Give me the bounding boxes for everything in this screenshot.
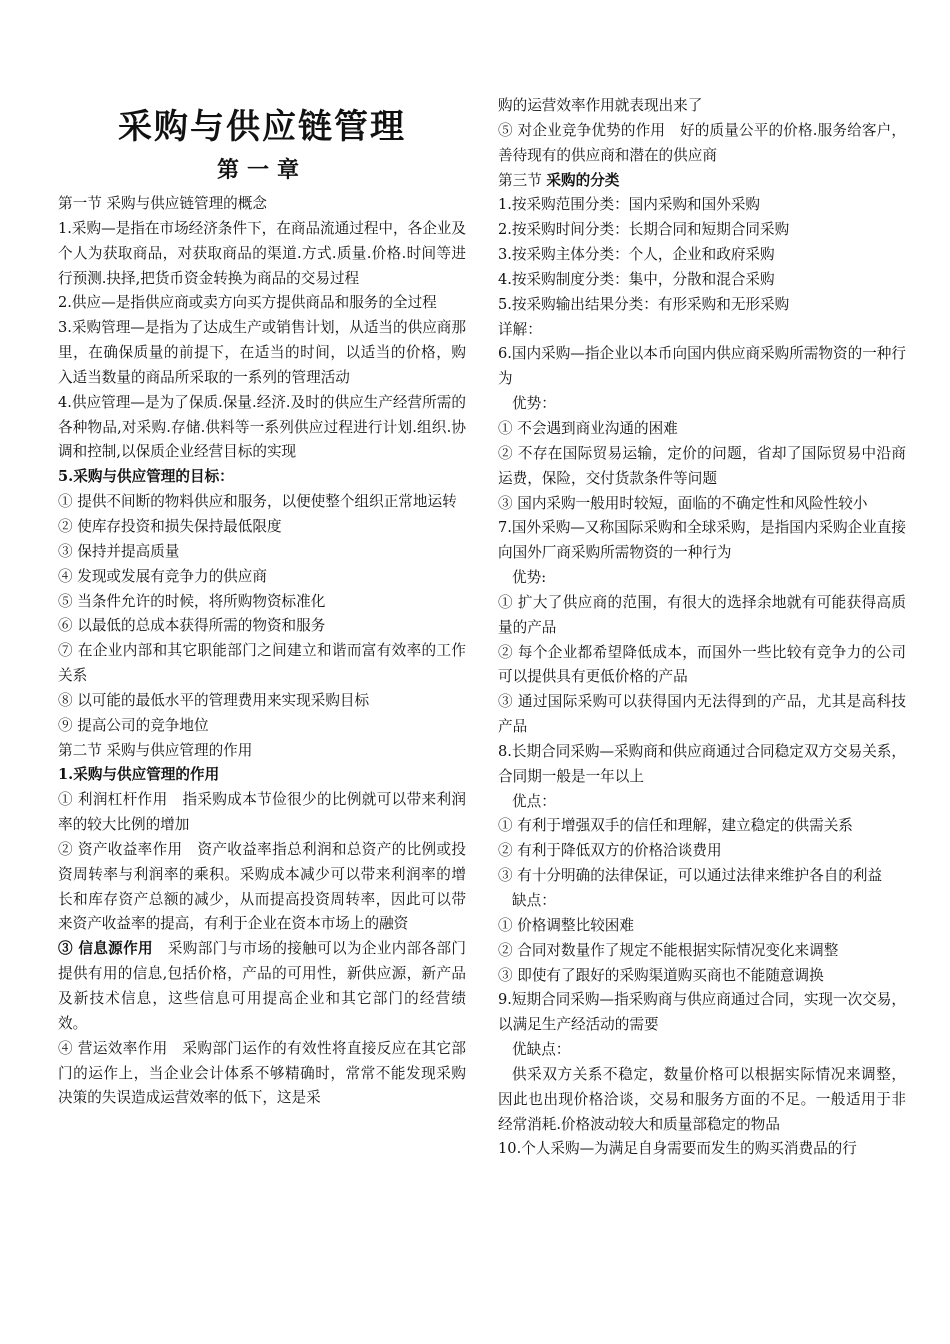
- paragraph: 5.按采购输出结果分类：有形采购和无形采购: [498, 295, 790, 313]
- paragraph-body: 采购部门与市场的接触可以为企业内部各部门提供有用的信息,包括价格，产品的可用性，新供应源，新产品及新技术信息，这些信息可用提高企业和其它部门的经营绩效。: [58, 940, 466, 1032]
- left-paragraphs: [58, 192, 466, 1111]
- paragraph: ② 不存在国际贸易运输，定价的问题，省却了国际贸易中沿商运费，保险，交付货款条件等问题: [498, 444, 906, 487]
- paragraph: ④ 营运效率作用 采购部门运作的有效性将直接反应在其它部门的运作上，当企业会计体系不够精确时，常常不能发现采购决策的失误造成运营效率的低下，这是采: [58, 1039, 466, 1107]
- paragraph: ③ 保持并提高质量: [58, 542, 180, 560]
- paragraph: 1.采购与供应管理的作用: [58, 766, 220, 784]
- paragraph: 3.按采购主体分类：个人，企业和政府采购: [498, 246, 775, 264]
- paragraph: 10.个人采购—为满足自身需要而发生的购买消费品的行: [498, 1140, 857, 1158]
- paragraph: 4.按采购制度分类：集中，分散和混合采购: [498, 270, 775, 288]
- paragraph: 2.按采购时间分类：长期合同和短期合同采购: [498, 221, 790, 239]
- paragraph: [498, 169, 906, 194]
- paragraph: ① 价格调整比较困难: [498, 916, 634, 934]
- paragraph: ① 利润杠杆作用 指采购成本节俭很少的比例就可以带来利润率的较大比例的增加: [58, 791, 466, 834]
- paragraph: ② 有利于降低双方的价格洽谈费用: [498, 842, 722, 860]
- paragraph: 1.按采购范围分类：国内采购和国外采购: [498, 196, 761, 214]
- paragraph: ③ 即使有了跟好的采购渠道购买商也不能随意调换: [498, 966, 824, 984]
- paragraph: 缺点：: [512, 892, 556, 909]
- paragraph: ① 提供不间断的物料供应和服务，以便使整个组织正常地运转: [58, 493, 457, 511]
- left-column: [58, 96, 466, 1111]
- right-column: [498, 94, 906, 1162]
- paragraph: ⑨ 提高公司的竞争地位: [58, 716, 209, 734]
- chapter-heading: 第一章: [216, 157, 307, 183]
- paragraph: 优势:: [512, 569, 547, 587]
- paragraph-lead: ③ 信息源作用: [58, 940, 153, 958]
- paragraph: 优缺点：: [512, 1041, 571, 1059]
- document-title: 采购与供应链管理: [118, 107, 406, 147]
- paragraph: 第一节 采购与供应链管理的概念: [58, 195, 267, 212]
- paragraph: ① 不会遇到商业沟通的困难: [498, 419, 678, 437]
- paragraph: 详解：: [498, 320, 542, 338]
- paragraph: ② 使库存投资和损失保持最低限度: [58, 517, 282, 535]
- paragraph: 5.采购与供应管理的目标：: [58, 468, 234, 486]
- paragraph: 第二节 采购与供应管理的作用: [58, 741, 253, 759]
- right-paragraphs: [498, 94, 906, 1162]
- paragraph: ② 每个企业都希望降低成本，而国外一些比较有竞争力的公司可以提供具有更低价格的产品: [498, 643, 906, 686]
- paragraph: ⑤ 当条件允许的时候，将所购物资标准化: [58, 592, 326, 610]
- paragraph: 4.供应管理—是为了保质.保量.经济.及时的供应生产经营所需的各种物品,对采购.存储.供料等一系列供应过程进行计划.组织.协调和控制,以保质企业经营目标的实现: [58, 393, 466, 461]
- section-label: 第三节: [498, 171, 547, 189]
- paragraph: ⑤ 对企业竞争优势的作用 好的质量公平的价格.服务给客户，善待现有的供应商和潜在的供应商: [498, 121, 906, 164]
- paragraph: 6.国内采购—指企业以本币向国内供应商采购所需物资的一种行为: [498, 345, 906, 388]
- paragraph: ③ 国内采购一般用时较短，面临的不确定性和风险性较小: [498, 494, 868, 512]
- section-title: 采购的分类: [546, 171, 620, 189]
- paragraph: ③ 通过国际采购可以获得国内无法得到的产品，尤其是高科技产品: [498, 693, 906, 736]
- paragraph: 9.短期合同采购—指采购商与供应商通过合同，实现一次交易，以满足生产经活动的需要: [498, 991, 906, 1034]
- paragraph: 2.供应—是指供应商或卖方向买方提供商品和服务的全过程: [58, 294, 437, 312]
- paragraph: ② 资产收益率作用 资产收益率指总利润和总资产的比例或投资周转率与利润率的乘积。采购成本减少可以带来利润率的增长和库存资产总额的减少，从而提高投资周转率，因此可以带来资产收益率的提高，有利于企业在资本市场上的融资: [58, 840, 466, 933]
- paragraph: 7.国外采购—又称国际采购和全球采购，是指国内采购企业直接向国外厂商采购所需物资的一种行为: [498, 519, 906, 562]
- paragraph: 优势：: [512, 395, 556, 413]
- paragraph: ① 扩大了供应商的范围，有很大的选择余地就有可能获得高质量的产品: [498, 593, 906, 636]
- paragraph: ② 合同对数量作了规定不能根据实际情况变化来调整: [498, 941, 839, 959]
- paragraph: ④ 发现或发展有竞争力的供应商: [58, 567, 267, 585]
- paragraph: 优点：: [512, 792, 556, 810]
- paragraph: ① 有利于增强双手的信任和理解，建立稳定的供需关系: [498, 817, 853, 835]
- paragraph: 购的运营效率作用就表现出来了: [498, 97, 703, 114]
- paragraph: [58, 937, 466, 1036]
- paragraph: 3.采购管理—是指为了达成生产或销售计划，从适当的供应商那里，在确保质量的前提下，在适当的时间，以适当的价格，购入适当数量的商品所采取的一系列的管理活动: [58, 319, 466, 386]
- paragraph: ⑥ 以最低的总成本获得所需的物资和服务: [58, 617, 326, 635]
- paragraph: ⑧ 以可能的最低水平的管理费用来实现采购目标: [58, 691, 370, 709]
- paragraph: 8.长期合同采购—采购商和供应商通过合同稳定双方交易关系，合同期一般是一年以上: [498, 742, 906, 785]
- paragraph: 1.采购—是指在市场经济条件下，在商品流通过程中，各企业及个人为获取商品，对获取商品的渠道.方式.质量.价格.时间等进行预测.抉择,把货币资金转换为商品的交易过程: [58, 219, 466, 287]
- paragraph: 供采双方关系不稳定，数量价格可以根据实际情况来调整，因此也出现价格洽谈，交易和服务方面的不足。一般适用于非经常消耗.价格波动较大和质量部稳定的物品: [498, 1065, 906, 1133]
- paragraph: ③ 有十分明确的法律保证，可以通过法律来维护各自的利益: [498, 867, 883, 885]
- paragraph: ⑦ 在企业内部和其它职能部门之间建立和谐而富有效率的工作关系: [58, 642, 466, 685]
